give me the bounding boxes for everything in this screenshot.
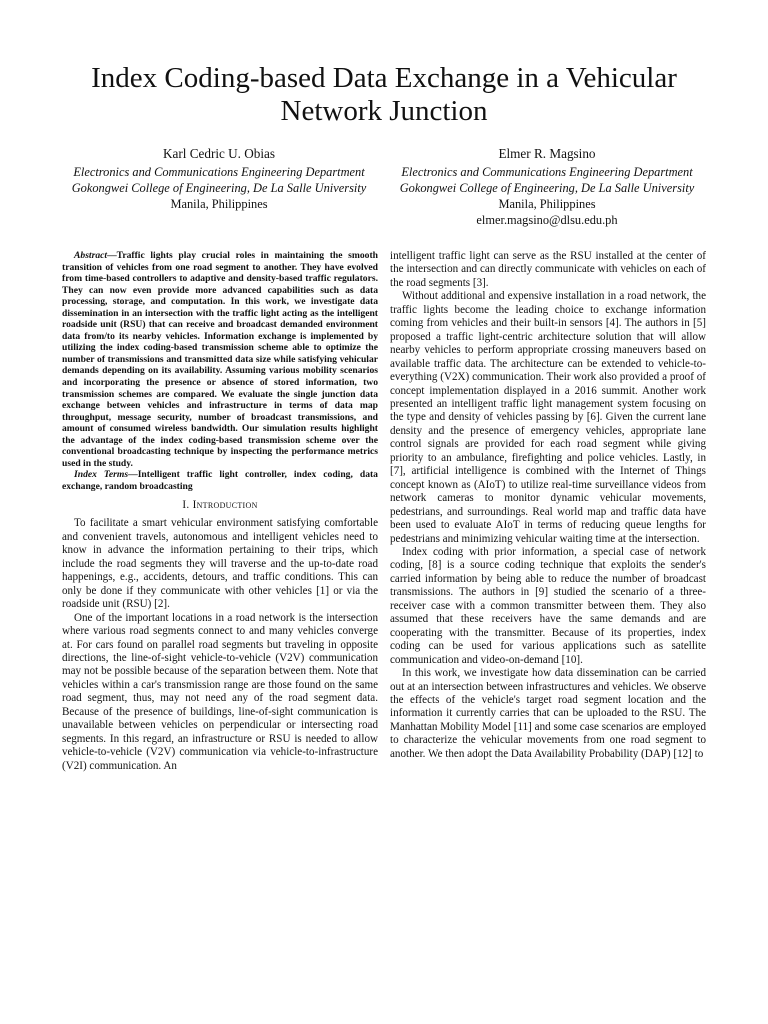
author-college: Gokongwei College of Engineering, De La Salle University (71, 181, 367, 195)
section-title: Introduction (192, 499, 258, 512)
index-terms-label: Index Terms (74, 469, 129, 481)
abstract-label: Abstract (74, 250, 108, 261)
author-location: Manila, Philippines (498, 197, 596, 211)
section-heading-introduction (62, 498, 378, 512)
index-terms-text: —Intelligent traffic light controller, index coding, data exchange, random broadcasting (62, 469, 378, 492)
index-terms (62, 469, 378, 492)
body-paragraph: In this work, we investigate how data dissemination can be carried out at an intersection between infrastructures and vehicles. We observe the effects of the vehicle's target road segment location and the information it currently carries that can be uploaded to the RSU. The Manhattan Mobility Model [11] and some case scenarios are employed to characterize the vehicular movements from one road segment to another. We then adopt the Data Availability Probability (DAP) [12] to (390, 667, 706, 760)
abstract (62, 250, 378, 469)
body-paragraph: Index coding with prior information, a special case of network coding, [8] is a source coding technique that exploits the sender's carried information by being able to reduce the number of broadcast transmissions. The authors in [9] studied the scenario of a three-receiver case with a common transmitter between them. They also assumed that these receivers have the same demands and are cooperating with the transmitter. Because of its properties, index coding can be used for various applications such as satellite communication and video-on-demand [10]. (390, 545, 706, 666)
author-block-2 (382, 146, 712, 228)
author-college: Gokongwei College of Engineering, De La Salle University (399, 181, 695, 195)
author-location: Manila, Philippines (170, 197, 268, 211)
author-department: Electronics and Communications Engineering Department (401, 165, 693, 179)
author-department: Electronics and Communications Engineering Department (73, 165, 365, 179)
author-email: elmer.magsino@dlsu.edu.ph (476, 213, 618, 227)
author-block-1 (54, 146, 384, 212)
left-column (62, 250, 378, 773)
right-column (390, 250, 706, 761)
body-paragraph: Without additional and expensive installation in a road network, the traffic lights become the leading choice to exchange information coming from vehicles and their built-in sensors [4]. The authors in [5] proposed a traffic light-centric architecture solution that will allow nearby vehicles to perform appropriate crossing maneuvers based on available traffic data. The architecture can be extended to vehicle-to-everything (V2X) communication. Their work also provided a proof of concept implementation displayed in a 2016 summit. Another work presented an intelligent traffic light management system focusing on the type and density of vehicles passing by [6]. Given the current lane density and the presence of emergency vehicles, appropriate lane control signals are provided for each road segment while giving priority to an ambulance, firefighting and police vehicles. Lastly, in [7], artificial intelligence is combined with the Internet of Things concept known as (AIoT) to utilize real-time surveillance videos from network cameras to monitor dynamic vehicular movements, pedestrians, and surroundings. Real world map and traffic data have been used to evaluate AIoT in terms of reducing queue lengths for pedestrians and minimizing vehicular waiting time at the intersection. (390, 290, 706, 545)
section-number: I. (182, 499, 190, 512)
body-paragraph: intelligent traffic light can serve as the RSU installed at the center of the intersection and can directly communicate with vehicles on each of the road segments [3]. (390, 250, 706, 289)
abstract-text: —Traffic lights play crucial roles in maintaining the smooth transition of vehicles from one road segment to another. They have evolved from time-based controllers to adaptive and density-based traffic regulators. They can now even provide more advanced capabilities such as data processing, storage, and computation. In this work, we investigate data dissemination in an intersection with the traffic light acting as the intelligent roadside unit (RSU) that can receive and broadcast demanded environment data from/to its nearby vehicles. Information exchange is implemented by utilizing the index coding-based transmission scheme able to optimize the number of transmissions and transmitted data size while satisfying vehicular demands depending on its availability. Assuming various mobility scenarios and incorporating the presence or absence of stored information, two transmission schemes are compared. We evaluate the single junction data exchange between vehicles and infrastructure in terms of data map throughput, message security, number of broadcast transmissions, and amount of consumed wireless bandwidth. Our simulation results highlight the advantage of the index coding-based transmission scheme over the conventional broadcasting technique by inspecting the performance metrics used in the study. (62, 250, 378, 469)
body-paragraph: To facilitate a smart vehicular environment satisfying comfortable and convenient travels, autonomous and intelligent vehicles need to know in advance the information pertaining to their trips, which include the road segments they will traverse and the up-to-date road happenings, e.g., accidents, detours, and traffic conditions. This can only be done if they communicate with other vehicles [1] or via the roadside unit (RSU) [2]. (62, 517, 378, 611)
paper-title: Index Coding-based Data Exchange in a Vehicular Network Junction (91, 62, 677, 127)
author-name: Elmer R. Magsino (498, 146, 596, 161)
author-name: Karl Cedric U. Obias (162, 146, 276, 161)
body-paragraph: One of the important locations in a road network is the intersection where various road segments connect to and many vehicles converge at. For cars found on parallel road segments but traveling in opposite directions, the line-of-sight vehicle-to-vehicle (V2V) communication may not be possible because of the separation between them. Note that vehicles within a car's transmission range are those found on the same road segment, thus, may not need any of the road segment data. Because of the presence of buildings, line-of-sight communication is unavailable between vehicles on perpendicular or intersecting road segments. In this regard, an infrastructure or RSU is needed to allow vehicle-to-vehicle (V2V) communication via vehicle-to-infrastructure (V2I) communication. An (62, 611, 378, 772)
